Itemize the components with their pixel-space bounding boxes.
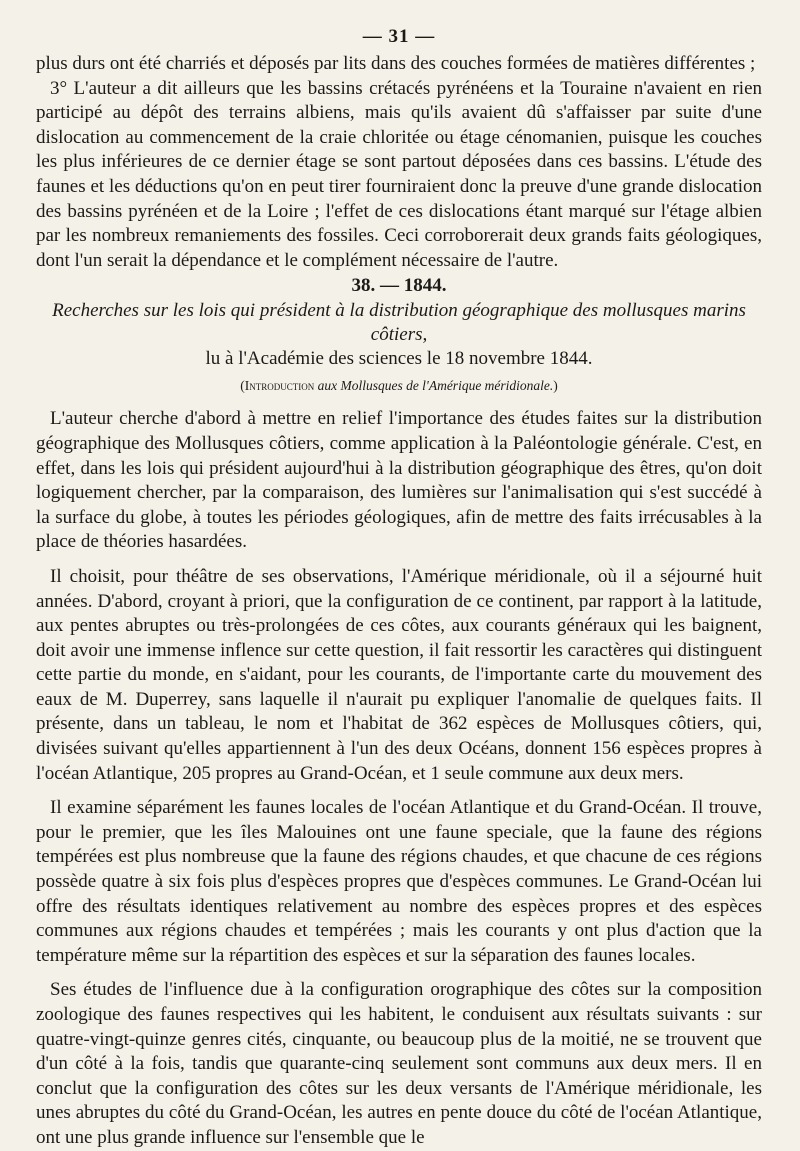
paragraph-gap xyxy=(36,968,762,978)
paragraph-south-america: Il choisit, pour théâtre de ses observations, l'Amérique méridionale, où il a séjourné huit années. D'abord, croyant à priori, que la configuration de ce continent, par rapport à la latitude, aux pentes abruptes ou très-prolongées de ces côtes, aux courants généraux qui les baignent, doit avoir une immense inflence sur cette question, il fait ressortir les caractères qui distinguent cette partie du monde, en s'aidant, pour les courants, de l'importante carte du mouvement des eaux de M. Duperrey, sans laquelle il n'aurait pu expliquer l'anomalie de quelques faits. Il présente, dans un tableau, le nom et l'habitat de 362 espèces de Mollusques côtiers, qui, divisées suivant qu'elles appartiennent à l'un des deux Océans, donnent 156 espèces propres à l'océan Atlantique, 205 propres au Grand-Océan, et 1 seule commune aux deux mers. xyxy=(36,565,762,784)
paragraph-orography: Ses études de l'influence due à la configuration orographique des côtes sur la composition zoologique des faunes respectives qui les habitent, le conduisent aux résultats suivants : sur quatre-vingt-quinze genres cités, cinquante, ou beaucoup plus de la moitié, ne se trouvent que d'un côté à la fois, tandis que quarante-cinq seulement sont communs aux deux mers. Il en conclut que la configuration des côtes sur les deux versants de l'Amérique méridionale, les unes abruptes du côté du Grand-Océan, les autres en pente douce du côté de l'océan Atlantique, ont une plus grande influence sur l'ensemble que le xyxy=(36,979,762,1148)
intro-close-paren: ) xyxy=(553,378,558,394)
section-intro-reference xyxy=(36,377,762,395)
paragraph-local-faunas: Il examine séparément les faunes locales de l'océan Atlantique et du Grand-Océan. Il trouve, pour le premier, que les îles Malouines ont une faune speciale, que la faune des régions tempérées est plus nombreuse que la faune des régions chaudes, et que chacune de ces régions possède quatre à six fois plus d'espèces propres que d'espèces communes. Le Grand-Océan lui offre des résultats identiques relativement au nombre des espèces propres et des espèces communes aux régions chaudes et tempérées ; mais les courants y ont plus d'action que la température même sur la répartition des espèces et sur la séparation des faunes locales. xyxy=(36,797,762,966)
intro-open-paren: ( xyxy=(240,378,245,394)
intro-smallcaps: Introduction xyxy=(244,378,315,394)
paragraph-gap xyxy=(36,786,762,796)
section-number: 38. — 1844. xyxy=(351,275,447,297)
page-number: — 31 — xyxy=(362,26,436,47)
section-subtitle: lu à l'Académie des sciences le 18 novembre 1844. xyxy=(205,348,593,370)
intro-italic: aux Mollusques de l'Amérique méridionale. xyxy=(314,378,554,394)
paragraph-intro: L'auteur cherche d'abord à mettre en relief l'importance des études faites sur la distribution géographique des Mollusques côtiers, comme application à la Paléontologie générale. C'est, en effet, dans les lois qui président aujourd'hui à la distribution géographique des êtres, qu'on doit logiquement chercher, par la comparaison, des lumières sur l'animalisation qui s'est succédé à la surface du globe, à toutes les périodes géologiques, afin de mettre des faits irrécusables à la place de théories hasardées. xyxy=(36,408,762,553)
paragraph-gap xyxy=(36,555,762,565)
paragraph-point-3: 3° L'auteur a dit ailleurs que les bassins crétacés pyrénéens et la Touraine n'avaient en rien participé au dépôt des terrains albiens, mais qu'ils avaient dû s'affaisser par suite d'une dislocation au commencement de la craie chloritée ou étage cénomanien, puisque les couches les plus inférieures de ce dernier étage se sont partout déposées dans ces bassins. L'étude des faunes et les déductions qu'on en peut tirer fourniraient donc la preuve d'une grande dislocation des bassins pyrénéen et de la Loire ; l'effet de ces dislocations étant marqué sur l'étage albien par les nombreux remaniements des fossiles. Ceci corroborerait deux grands faits géologiques, dont l'un serait la dépendance et le complément nécessaire de l'autre. xyxy=(36,77,762,271)
section-title: Recherches sur les lois qui président à la distribution géographique des mollusques marins côtiers, xyxy=(52,300,746,346)
paragraph-continuation: plus durs ont été charriés et déposés par lits dans des couches formées de matières différentes ; xyxy=(36,53,756,74)
